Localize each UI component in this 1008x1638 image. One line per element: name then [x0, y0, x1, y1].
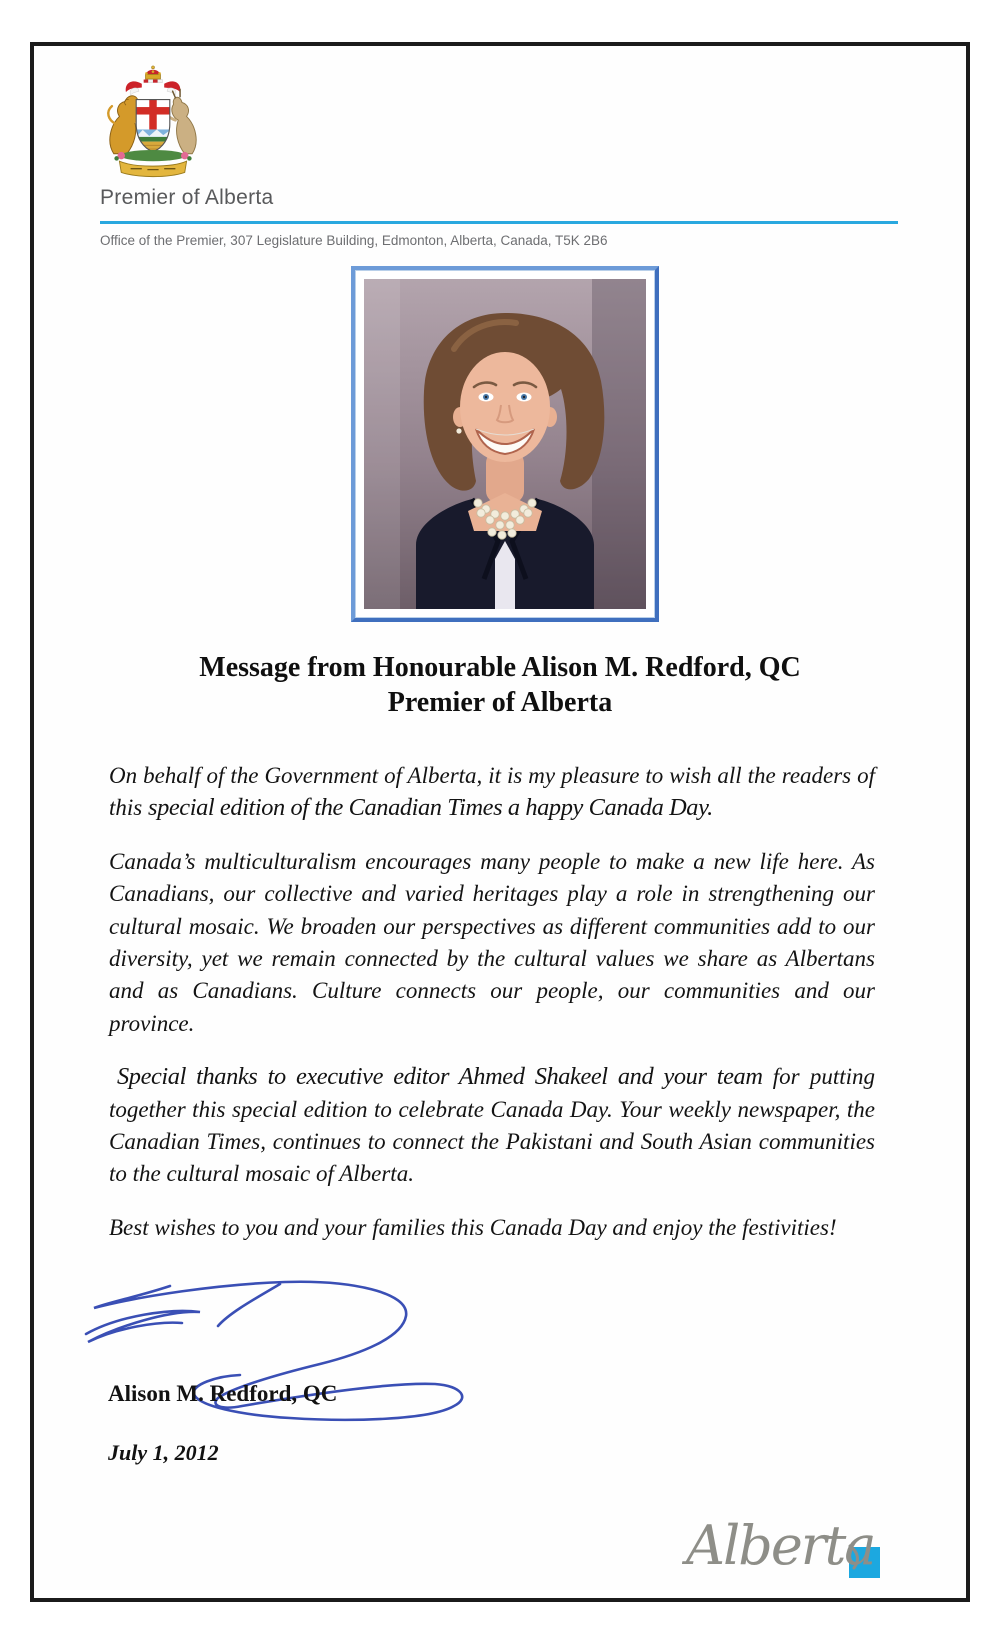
paragraph-1-text: On behalf of the Government of Alberta, it is my pleasure to wish all the readers of this	[109, 763, 875, 821]
alberta-wordmark-logo	[682, 1484, 927, 1594]
wordmark-text: Alberta	[686, 1514, 875, 1577]
heading-line-1: Message from Honourable Alison M. Redford, QC	[199, 652, 801, 683]
heading-line-2: Premier of Alberta	[387, 687, 613, 718]
letter-page	[30, 42, 970, 1602]
letterhead-address: Office of the Premier, 307 Legislature Building, Edmonton, Alberta, Canada, T5K 2B6	[100, 233, 608, 248]
paragraph-3	[109, 1061, 875, 1191]
paragraph-3-inserted-text: Special thanks to executive editor Ahmed Shakeel and your team	[117, 1063, 773, 1091]
premier-portrait-photo	[351, 266, 659, 622]
paragraph-1-inserted-text: special edition of the Canadian Times a happy Canada Day.	[147, 794, 713, 822]
letter-body	[109, 760, 875, 1265]
portrait-image	[364, 279, 646, 609]
letter-date: July 1, 2012	[108, 1440, 219, 1465]
alberta-coat-of-arms-icon	[97, 61, 209, 183]
paragraph-1	[109, 760, 875, 825]
letterhead-org-title: Premier of Alberta	[100, 186, 274, 209]
letter-heading	[34, 650, 966, 720]
letterhead-rule	[100, 221, 898, 224]
paragraph-3-text: for putting together this special edition to celebrate Canada Day. Your weekly newspaper, the Canadian Times, continues to connect the Pakistani and South Asian communities to the cultural mosaic of Alberta.	[109, 1064, 876, 1187]
paragraph-2: Canada’s multiculturalism encourages many people to make a new life here. As Canadians, our collective and varied heritages play a role in strengthening our cultural mosaic. We broaden our perspectives as different communities add to our diversity, yet we remain connected by the cultural values we share as Albertans and as Canadians. Culture connects our people, our communities and our province.	[109, 848, 875, 1036]
signer-name: Alison M. Redford, QC	[108, 1381, 338, 1406]
paragraph-4: Best wishes to you and your families this Canada Day and enjoy the festivities!	[109, 1214, 837, 1240]
